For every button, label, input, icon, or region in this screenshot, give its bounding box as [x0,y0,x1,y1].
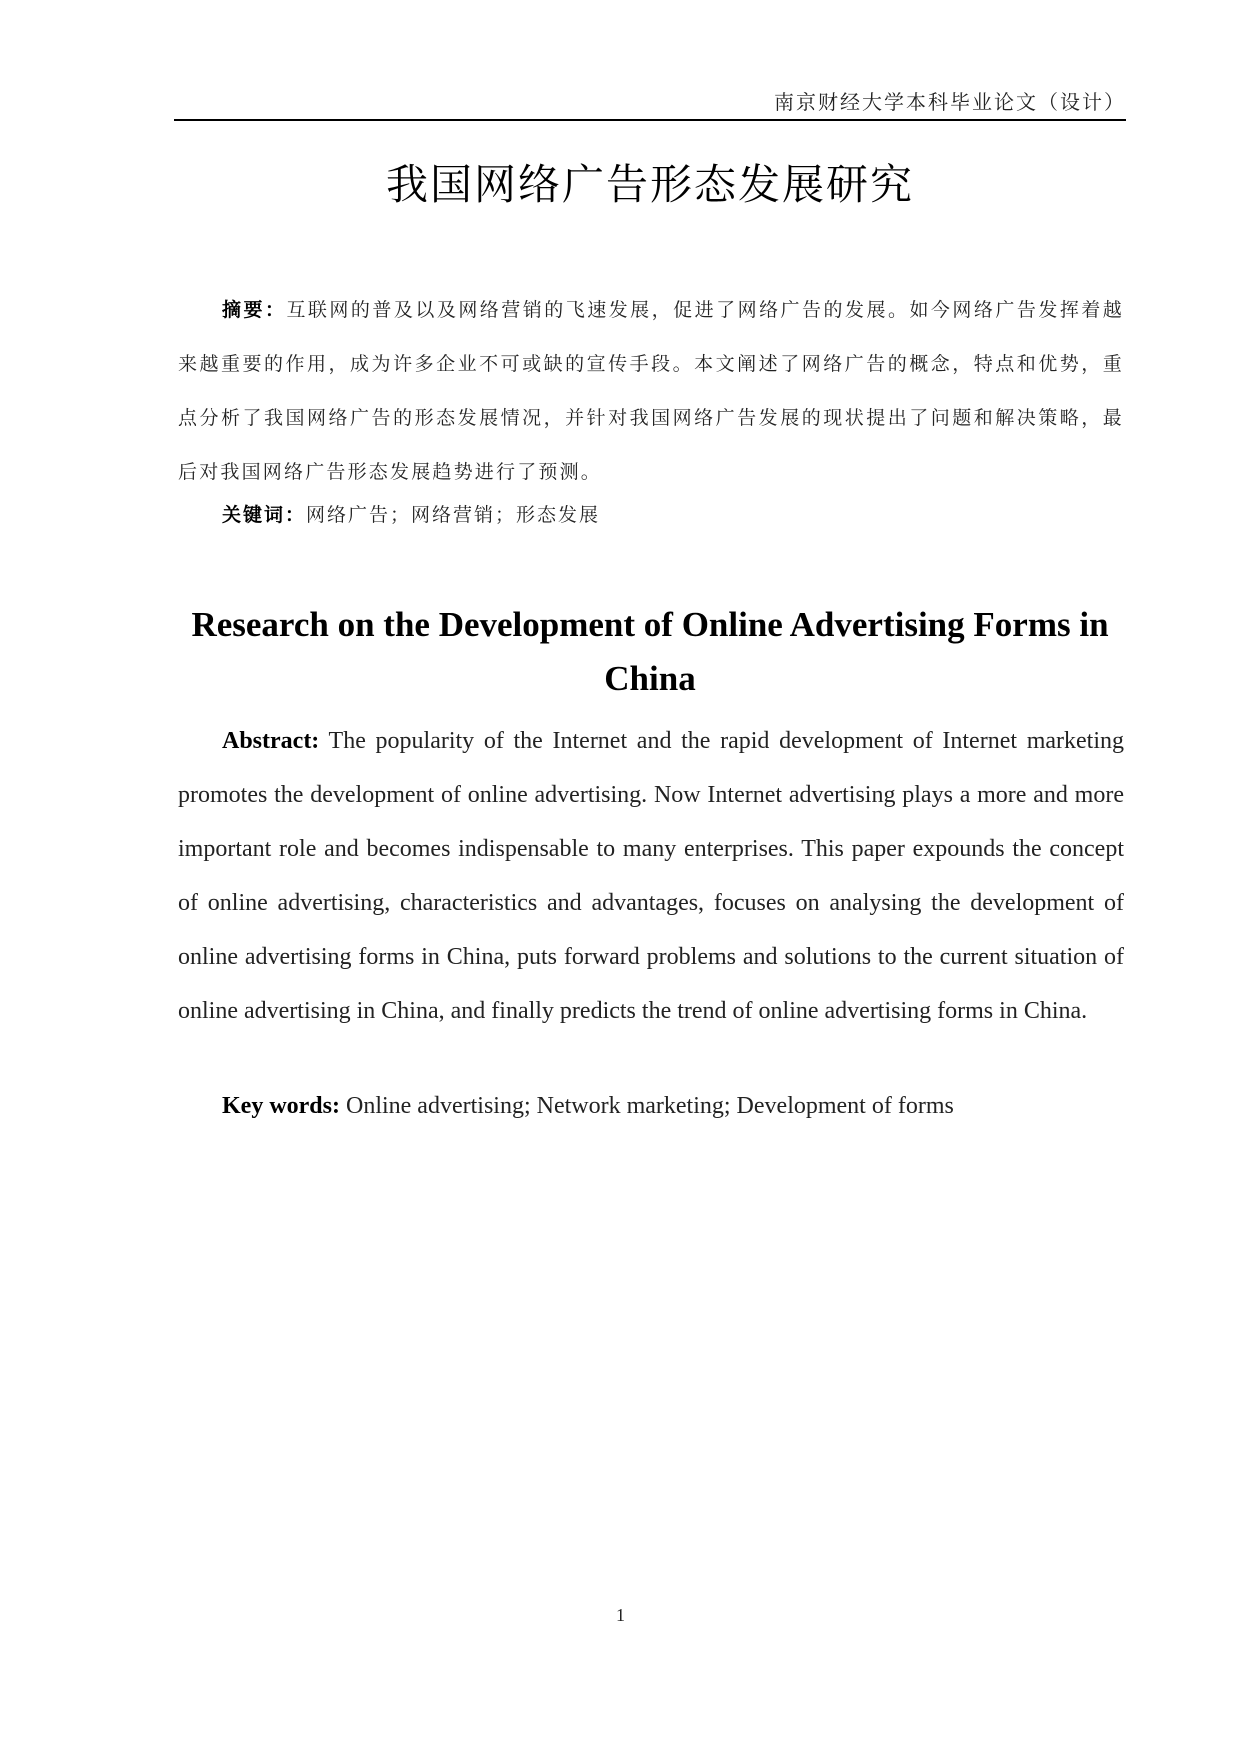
english-abstract-label: Abstract: [222,728,320,754]
chinese-abstract-text: 互联网的普及以及网络营销的飞速发展，促进了网络广告的发展。如今网络广告发挥着越来越重要的作用，成为许多企业不可或缺的宣传手段。本文阐述了网络广告的概念，特点和优势，重点分析了我国网络广告的形态发展情况，并针对我国网络广告发展的现状提出了问题和解决策略，最后对我国网络广告形态发展趋势进行了预测。 [178,299,1124,483]
chinese-keywords-text: 网络广告；网络营销；形态发展 [306,504,601,526]
chinese-keywords-label: 关键词： [222,504,307,526]
english-keywords-label: Key words: [222,1093,340,1119]
chinese-title: 我国网络广告形态发展研究 [385,160,914,209]
english-abstract-text: The popularity of the Internet and the rapid development of Internet marketing promotes the development of online advertising. Now Internet advertising plays a more and more important role and becomes indispensable to many enterprises. This paper expounds the concept of online advertising, characteristics and advantages, focuses on analysing the development of online advertising forms in China, puts forward problems and solutions to the current situation of online advertising in China, and finally predicts the trend of online advertising forms in China. [178,728,1124,1024]
english-abstract [178,714,1124,1038]
chinese-abstract [178,283,1124,499]
chinese-abstract-label: 摘要： [222,299,287,321]
chinese-keywords [222,500,600,527]
running-header: 南京财经大学本科毕业论文（设计） [774,90,1126,114]
header-rule [174,119,1126,121]
english-keywords-text: Online advertising; Network marketing; Development of forms [339,1093,954,1119]
english-title: Research on the Development of Online Advertising Forms in China [191,605,1109,698]
english-keywords [222,1093,954,1120]
page-number: 1 [616,1605,625,1625]
